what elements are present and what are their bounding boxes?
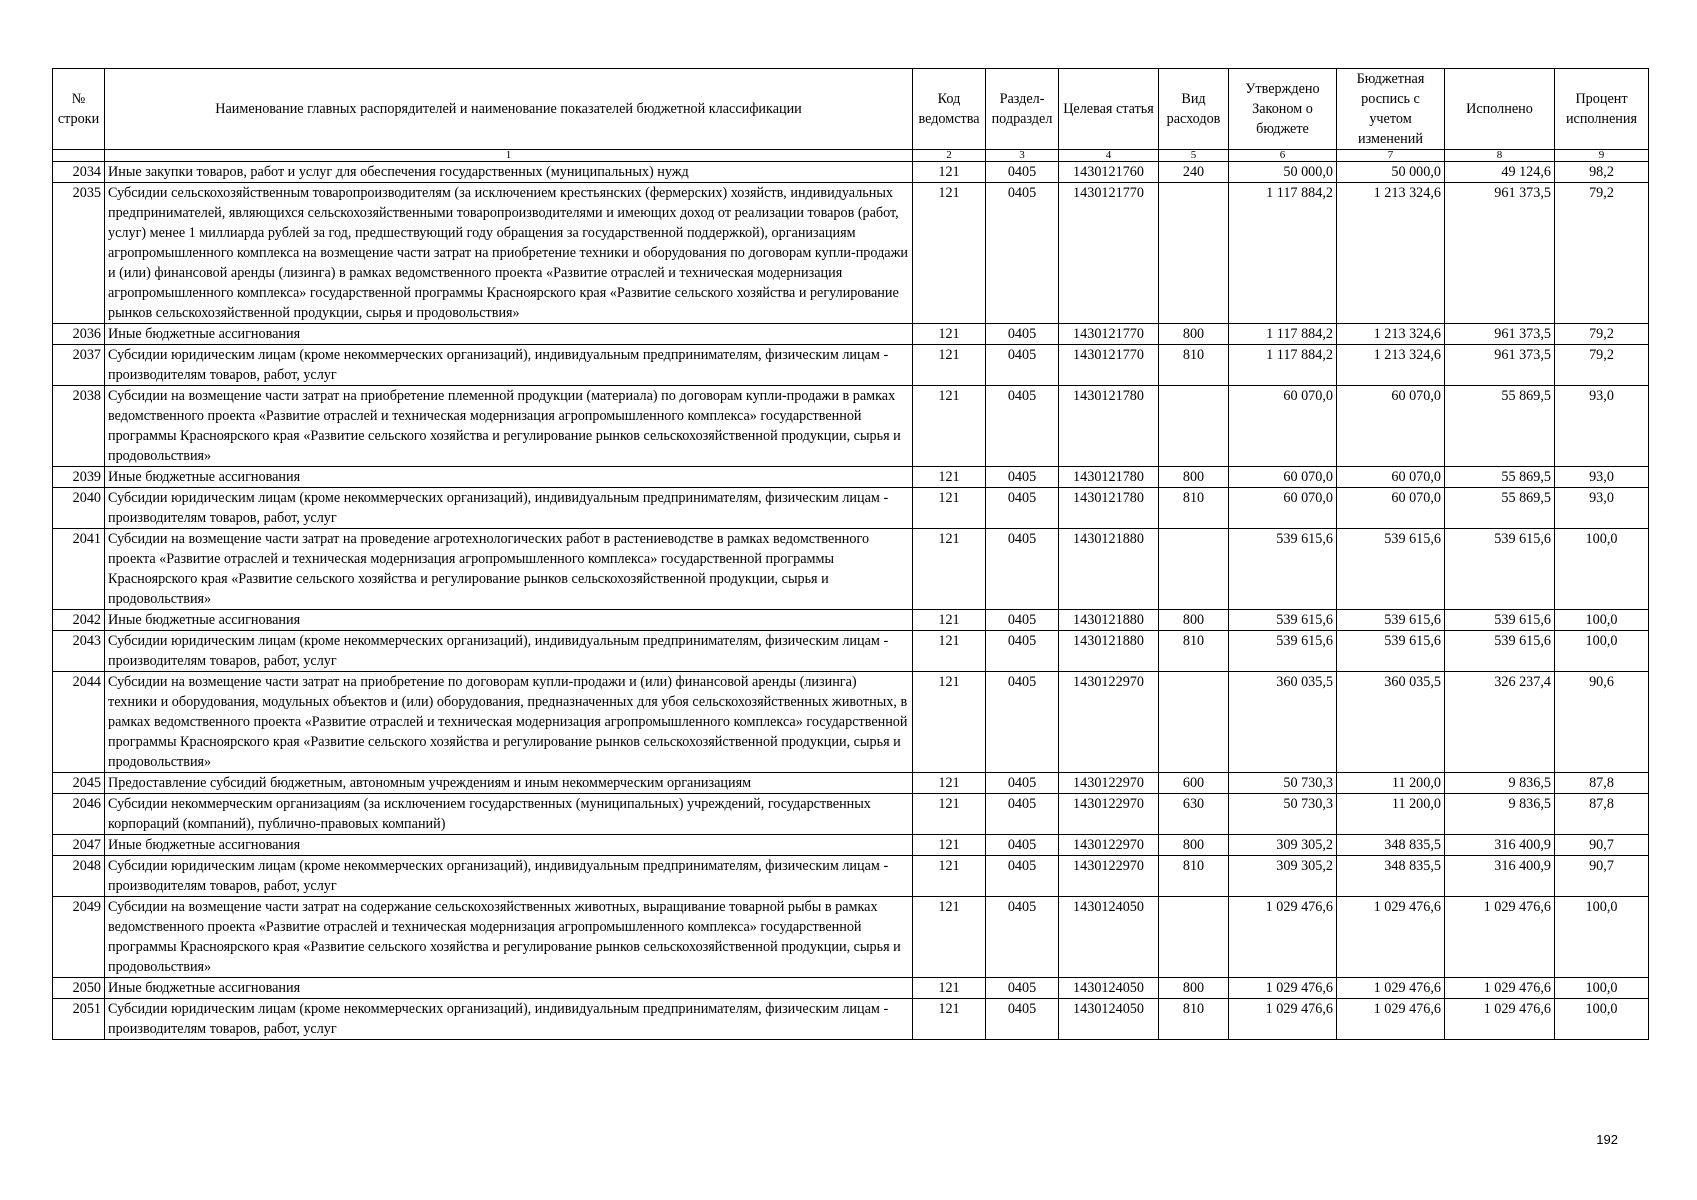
budget-list-amount: 1 029 476,6 [1337, 999, 1445, 1040]
approved-amount: 309 305,2 [1229, 835, 1337, 856]
header-executed: Исполнено [1445, 69, 1555, 150]
budget-list-amount: 60 070,0 [1337, 488, 1445, 529]
expense-type: 240 [1159, 162, 1229, 183]
percent-executed: 87,8 [1555, 794, 1649, 835]
target-code: 1430124050 [1059, 978, 1159, 999]
indicator-name: Субсидии некоммерческим организациям (за исключением государственных (муниципальных) учреждений, государственных корпораций (компаний), публично-правовых компаний) [105, 794, 913, 835]
expense-type [1159, 529, 1229, 610]
approved-amount: 539 615,6 [1229, 631, 1337, 672]
row-number: 2039 [53, 467, 105, 488]
percent-executed: 87,8 [1555, 773, 1649, 794]
expense-type: 810 [1159, 631, 1229, 672]
expense-type: 630 [1159, 794, 1229, 835]
column-number: 5 [1159, 150, 1229, 162]
section-code: 0405 [986, 773, 1059, 794]
indicator-name: Субсидии юридическим лицам (кроме некоммерческих организаций), индивидуальным предпринимателям, физическим лицам - производителям товаров, работ, услуг [105, 631, 913, 672]
indicator-name: Субсидии юридическим лицам (кроме некоммерческих организаций), индивидуальным предпринимателям, физическим лицам - производителям товаров, работ, услуг [105, 345, 913, 386]
table-row [53, 672, 1649, 773]
table-row [53, 897, 1649, 978]
budget-list-amount: 50 000,0 [1337, 162, 1445, 183]
expense-type [1159, 897, 1229, 978]
budget-list-amount: 11 200,0 [1337, 794, 1445, 835]
table-row [53, 610, 1649, 631]
indicator-name: Иные бюджетные ассигнования [105, 467, 913, 488]
target-code: 1430121770 [1059, 345, 1159, 386]
section-code: 0405 [986, 999, 1059, 1040]
section-code: 0405 [986, 672, 1059, 773]
percent-executed: 93,0 [1555, 386, 1649, 467]
executed-amount: 316 400,9 [1445, 835, 1555, 856]
row-number: 2038 [53, 386, 105, 467]
table-row [53, 467, 1649, 488]
target-code: 1430121880 [1059, 631, 1159, 672]
section-code: 0405 [986, 488, 1059, 529]
budget-list-amount: 360 035,5 [1337, 672, 1445, 773]
approved-amount: 50 000,0 [1229, 162, 1337, 183]
target-code: 1430122970 [1059, 672, 1159, 773]
dept-code: 121 [913, 631, 986, 672]
header-row [53, 69, 1649, 150]
section-code: 0405 [986, 794, 1059, 835]
column-number: 6 [1229, 150, 1337, 162]
row-number: 2045 [53, 773, 105, 794]
page-number: 192 [1596, 1132, 1618, 1147]
approved-amount: 50 730,3 [1229, 794, 1337, 835]
section-code: 0405 [986, 529, 1059, 610]
expense-type: 800 [1159, 324, 1229, 345]
indicator-name: Предоставление субсидий бюджетным, автономным учреждениям и иным некоммерческим организациям [105, 773, 913, 794]
row-number: 2051 [53, 999, 105, 1040]
executed-amount: 539 615,6 [1445, 610, 1555, 631]
section-code: 0405 [986, 835, 1059, 856]
row-number: 2040 [53, 488, 105, 529]
executed-amount: 961 373,5 [1445, 324, 1555, 345]
indicator-name: Субсидии юридическим лицам (кроме некоммерческих организаций), индивидуальным предпринимателям, физическим лицам - производителям товаров, работ, услуг [105, 488, 913, 529]
header-percent: Процент исполнения [1555, 69, 1649, 150]
section-code: 0405 [986, 386, 1059, 467]
percent-executed: 100,0 [1555, 897, 1649, 978]
row-number: 2035 [53, 183, 105, 324]
row-number: 2049 [53, 897, 105, 978]
section-code: 0405 [986, 610, 1059, 631]
section-code: 0405 [986, 631, 1059, 672]
approved-amount: 1 117 884,2 [1229, 183, 1337, 324]
indicator-name: Субсидии сельскохозяйственным товаропроизводителям (за исключением крестьянских (фермерских) хозяйств, индивидуальных предпринимателей, являющихся сельскохозяйственными товаропроизводителями и имеющих доход от реализации товаров (работ, услуг) менее 1 миллиарда рублей за год, предшествующий году обращения за государственной поддержкой), организациям агропромышленного комплекса на возмещение части затрат на приобретение техники и оборудования по договорам купли-продажи и (или) финансовой аренды (лизинга) в рамках ведомственного проекта «Развитие отраслей и техническая модернизация агропромышленного комплекса» государственной программы Красноярского края «Развитие сельского хозяйства и регулирование рынков сельскохозяйственной продукции, сырья и продовольствия» [105, 183, 913, 324]
target-code: 1430121770 [1059, 324, 1159, 345]
dept-code: 121 [913, 835, 986, 856]
column-number: 1 [105, 150, 913, 162]
executed-amount: 316 400,9 [1445, 856, 1555, 897]
dept-code: 121 [913, 183, 986, 324]
approved-amount: 1 117 884,2 [1229, 345, 1337, 386]
budget-list-amount: 11 200,0 [1337, 773, 1445, 794]
indicator-name: Субсидии юридическим лицам (кроме некоммерческих организаций), индивидуальным предпринимателям, физическим лицам - производителям товаров, работ, услуг [105, 856, 913, 897]
section-code: 0405 [986, 183, 1059, 324]
dept-code: 121 [913, 345, 986, 386]
executed-amount: 326 237,4 [1445, 672, 1555, 773]
executed-amount: 9 836,5 [1445, 794, 1555, 835]
row-number: 2034 [53, 162, 105, 183]
budget-list-amount: 348 835,5 [1337, 835, 1445, 856]
indicator-name: Субсидии на возмещение части затрат на содержание сельскохозяйственных животных, выращивание товарной рыбы в рамках ведомственного проекта «Развитие отраслей и техническая модернизация агропромышленного комплекса» государственной программы Красноярского края «Развитие сельского хозяйства и регулирование рынков сельскохозяйственной продукции, сырья и продовольствия» [105, 897, 913, 978]
executed-amount: 961 373,5 [1445, 183, 1555, 324]
approved-amount: 1 029 476,6 [1229, 999, 1337, 1040]
header-approved: Утверждено Законом о бюджете [1229, 69, 1337, 150]
row-number: 2043 [53, 631, 105, 672]
header-section: Раздел-подраздел [986, 69, 1059, 150]
target-code: 1430121780 [1059, 386, 1159, 467]
executed-amount: 49 124,6 [1445, 162, 1555, 183]
dept-code: 121 [913, 672, 986, 773]
percent-executed: 93,0 [1555, 467, 1649, 488]
header-row-no: № строки [53, 69, 105, 150]
percent-executed: 90,7 [1555, 856, 1649, 897]
percent-executed: 100,0 [1555, 610, 1649, 631]
header-expense-type: Вид расходов [1159, 69, 1229, 150]
row-number: 2048 [53, 856, 105, 897]
column-number [53, 150, 105, 162]
expense-type: 810 [1159, 345, 1229, 386]
section-code: 0405 [986, 856, 1059, 897]
table-row [53, 999, 1649, 1040]
table-row [53, 773, 1649, 794]
expense-type: 800 [1159, 610, 1229, 631]
row-number: 2044 [53, 672, 105, 773]
dept-code: 121 [913, 856, 986, 897]
approved-amount: 539 615,6 [1229, 610, 1337, 631]
percent-executed: 79,2 [1555, 183, 1649, 324]
budget-list-amount: 60 070,0 [1337, 386, 1445, 467]
expense-type [1159, 386, 1229, 467]
table-row [53, 631, 1649, 672]
dept-code: 121 [913, 794, 986, 835]
target-code: 1430122970 [1059, 773, 1159, 794]
expense-type: 810 [1159, 999, 1229, 1040]
approved-amount: 360 035,5 [1229, 672, 1337, 773]
column-number: 2 [913, 150, 986, 162]
table-row [53, 856, 1649, 897]
indicator-name: Субсидии на возмещение части затрат на проведение агротехнологических работ в растениеводстве в рамках ведомственного проекта «Развитие отраслей и техническая модернизация агропромышленного комплекса» государственной программы Красноярского края «Развитие сельского хозяйства и регулирование рынков сельскохозяйственной продукции, сырья и продовольствия» [105, 529, 913, 610]
approved-amount: 1 029 476,6 [1229, 897, 1337, 978]
executed-amount: 539 615,6 [1445, 631, 1555, 672]
dept-code: 121 [913, 999, 986, 1040]
percent-executed: 98,2 [1555, 162, 1649, 183]
percent-executed: 100,0 [1555, 529, 1649, 610]
table-row [53, 488, 1649, 529]
section-code: 0405 [986, 345, 1059, 386]
column-number: 4 [1059, 150, 1159, 162]
target-code: 1430122970 [1059, 856, 1159, 897]
approved-amount: 60 070,0 [1229, 488, 1337, 529]
expense-type: 810 [1159, 856, 1229, 897]
section-code: 0405 [986, 467, 1059, 488]
table-row [53, 794, 1649, 835]
expense-type [1159, 672, 1229, 773]
header-budget-list: Бюджетная роспись с учетом изменений [1337, 69, 1445, 150]
indicator-name: Иные бюджетные ассигнования [105, 610, 913, 631]
approved-amount: 539 615,6 [1229, 529, 1337, 610]
section-code: 0405 [986, 978, 1059, 999]
executed-amount: 1 029 476,6 [1445, 999, 1555, 1040]
row-number: 2041 [53, 529, 105, 610]
percent-executed: 90,7 [1555, 835, 1649, 856]
approved-amount: 1 117 884,2 [1229, 324, 1337, 345]
dept-code: 121 [913, 897, 986, 978]
expense-type [1159, 183, 1229, 324]
dept-code: 121 [913, 610, 986, 631]
table-row [53, 978, 1649, 999]
target-code: 1430121770 [1059, 183, 1159, 324]
row-number: 2042 [53, 610, 105, 631]
table-row [53, 162, 1649, 183]
header-dept-code: Код ведомства [913, 69, 986, 150]
column-numbers-row [53, 150, 1649, 162]
target-code: 1430124050 [1059, 999, 1159, 1040]
expense-type: 800 [1159, 978, 1229, 999]
approved-amount: 50 730,3 [1229, 773, 1337, 794]
target-code: 1430122970 [1059, 835, 1159, 856]
percent-executed: 100,0 [1555, 631, 1649, 672]
expense-type: 600 [1159, 773, 1229, 794]
dept-code: 121 [913, 467, 986, 488]
percent-executed: 79,2 [1555, 324, 1649, 345]
header-name: Наименование главных распорядителей и наименование показателей бюджетной классификации [105, 69, 913, 150]
row-number: 2046 [53, 794, 105, 835]
column-number: 3 [986, 150, 1059, 162]
approved-amount: 60 070,0 [1229, 386, 1337, 467]
budget-list-amount: 539 615,6 [1337, 631, 1445, 672]
table-row [53, 386, 1649, 467]
expense-type: 810 [1159, 488, 1229, 529]
table-row [53, 345, 1649, 386]
executed-amount: 55 869,5 [1445, 467, 1555, 488]
indicator-name: Иные бюджетные ассигнования [105, 835, 913, 856]
section-code: 0405 [986, 324, 1059, 345]
target-code: 1430121780 [1059, 467, 1159, 488]
expense-type: 800 [1159, 835, 1229, 856]
indicator-name: Иные закупки товаров, работ и услуг для обеспечения государственных (муниципальных) нужд [105, 162, 913, 183]
budget-list-amount: 1 213 324,6 [1337, 183, 1445, 324]
dept-code: 121 [913, 529, 986, 610]
dept-code: 121 [913, 324, 986, 345]
row-number: 2047 [53, 835, 105, 856]
percent-executed: 90,6 [1555, 672, 1649, 773]
budget-list-amount: 1 213 324,6 [1337, 324, 1445, 345]
indicator-name: Субсидии на возмещение части затрат на приобретение по договорам купли-продажи и (или) финансовой аренды (лизинга) техники и оборудования, модульных объектов и (или) оборудования, предназначенных для убоя сельскохозяйственных животных, в рамках ведомственного проекта «Развитие отраслей и техническая модернизация агропромышленного комплекса» государственной программы Красноярского края «Развитие сельского хозяйства и регулирование рынков сельскохозяйственной продукции, сырья и продовольствия» [105, 672, 913, 773]
percent-executed: 100,0 [1555, 999, 1649, 1040]
dept-code: 121 [913, 773, 986, 794]
column-number: 8 [1445, 150, 1555, 162]
indicator-name: Иные бюджетные ассигнования [105, 978, 913, 999]
table-row [53, 529, 1649, 610]
budget-list-amount: 539 615,6 [1337, 610, 1445, 631]
dept-code: 121 [913, 978, 986, 999]
budget-list-amount: 1 029 476,6 [1337, 897, 1445, 978]
dept-code: 121 [913, 386, 986, 467]
indicator-name: Иные бюджетные ассигнования [105, 324, 913, 345]
budget-list-amount: 1 029 476,6 [1337, 978, 1445, 999]
expense-type: 800 [1159, 467, 1229, 488]
percent-executed: 79,2 [1555, 345, 1649, 386]
table-body [53, 162, 1649, 1040]
approved-amount: 1 029 476,6 [1229, 978, 1337, 999]
executed-amount: 55 869,5 [1445, 386, 1555, 467]
header-target: Целевая статья [1059, 69, 1159, 150]
table-row [53, 183, 1649, 324]
budget-list-amount: 539 615,6 [1337, 529, 1445, 610]
executed-amount: 9 836,5 [1445, 773, 1555, 794]
target-code: 1430121760 [1059, 162, 1159, 183]
section-code: 0405 [986, 897, 1059, 978]
row-number: 2050 [53, 978, 105, 999]
executed-amount: 539 615,6 [1445, 529, 1555, 610]
executed-amount: 55 869,5 [1445, 488, 1555, 529]
target-code: 1430122970 [1059, 794, 1159, 835]
executed-amount: 961 373,5 [1445, 345, 1555, 386]
target-code: 1430121880 [1059, 529, 1159, 610]
target-code: 1430121780 [1059, 488, 1159, 529]
executed-amount: 1 029 476,6 [1445, 978, 1555, 999]
budget-table [52, 68, 1649, 1040]
table-row [53, 324, 1649, 345]
budget-list-amount: 1 213 324,6 [1337, 345, 1445, 386]
column-number: 9 [1555, 150, 1649, 162]
dept-code: 121 [913, 488, 986, 529]
row-number: 2036 [53, 324, 105, 345]
target-code: 1430121880 [1059, 610, 1159, 631]
approved-amount: 309 305,2 [1229, 856, 1337, 897]
percent-executed: 93,0 [1555, 488, 1649, 529]
budget-list-amount: 348 835,5 [1337, 856, 1445, 897]
indicator-name: Субсидии на возмещение части затрат на приобретение племенной продукции (материала) по договорам купли-продажи в рамках ведомственного проекта «Развитие отраслей и техническая модернизация агропромышленного комплекса» государственной программы Красноярского края «Развитие сельского хозяйства и регулирование рынков сельскохозяйственной продукции, сырья и продовольствия» [105, 386, 913, 467]
budget-list-amount: 60 070,0 [1337, 467, 1445, 488]
executed-amount: 1 029 476,6 [1445, 897, 1555, 978]
approved-amount: 60 070,0 [1229, 467, 1337, 488]
table-row [53, 835, 1649, 856]
row-number: 2037 [53, 345, 105, 386]
dept-code: 121 [913, 162, 986, 183]
target-code: 1430124050 [1059, 897, 1159, 978]
percent-executed: 100,0 [1555, 978, 1649, 999]
column-number: 7 [1337, 150, 1445, 162]
indicator-name: Субсидии юридическим лицам (кроме некоммерческих организаций), индивидуальным предпринимателям, физическим лицам - производителям товаров, работ, услуг [105, 999, 913, 1040]
section-code: 0405 [986, 162, 1059, 183]
